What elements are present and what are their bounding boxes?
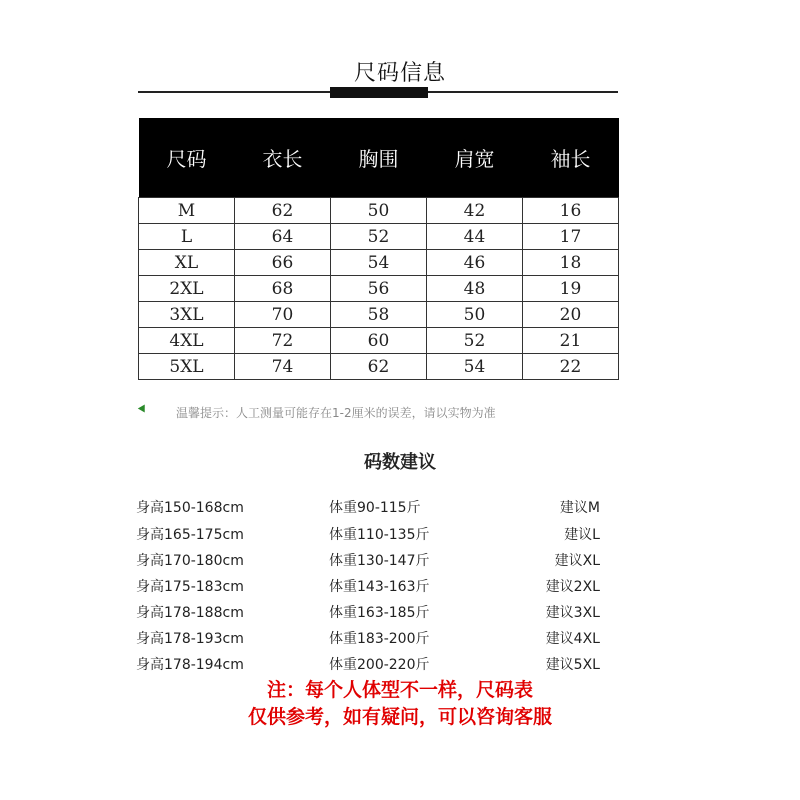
recommend-size: 建议L: [564, 527, 600, 543]
table-cell: 62: [235, 198, 331, 224]
recommend-weight: 体重90-115斤: [329, 500, 421, 516]
table-cell: L: [139, 224, 235, 250]
recommend-row: [0, 628, 800, 652]
recommend-size: 建议3XL: [545, 605, 600, 621]
recommend-weight: 体重163-185斤: [329, 605, 430, 621]
table-cell: 54: [427, 354, 523, 380]
table-cell: 72: [235, 328, 331, 354]
table-cell: 54: [331, 250, 427, 276]
recommend-size: 建议4XL: [545, 631, 600, 647]
table-cell: 50: [331, 198, 427, 224]
table-row: [139, 198, 619, 224]
recommend-row: [0, 576, 800, 600]
header-cell: 尺码: [139, 118, 235, 198]
recommend-height: 身高178-193cm: [136, 631, 244, 647]
header-cell: 袖长: [523, 118, 619, 198]
size-chart-header: [139, 118, 619, 198]
table-cell: 64: [235, 224, 331, 250]
table-row: [139, 250, 619, 276]
table-cell: 2XL: [139, 276, 235, 302]
header-cell: 肩宽: [427, 118, 523, 198]
table-cell: 52: [427, 328, 523, 354]
table-cell: 60: [331, 328, 427, 354]
header-cell: 衣长: [235, 118, 331, 198]
recommend-row: [0, 497, 800, 521]
recommend-row: [0, 524, 800, 548]
recommend-height: 身高178-194cm: [136, 657, 244, 673]
page-title: 尺码信息: [353, 61, 446, 86]
recommend-size: 建议5XL: [545, 657, 600, 673]
recommend-height: 身高150-168cm: [136, 500, 244, 516]
table-cell: 62: [331, 354, 427, 380]
table-row: [139, 302, 619, 328]
recommend-weight: 体重183-200斤: [329, 631, 430, 647]
table-cell: 42: [427, 198, 523, 224]
title-divider-tab: [330, 87, 428, 98]
table-cell: 19: [523, 276, 619, 302]
recommend-weight: 体重130-147斤: [329, 553, 430, 569]
table-cell: 20: [523, 302, 619, 328]
recommend-weight: 体重143-163斤: [329, 579, 430, 595]
table-row: [139, 276, 619, 302]
table-cell: 56: [331, 276, 427, 302]
table-row: [139, 224, 619, 250]
recommend-weight: 体重110-135斤: [329, 527, 430, 543]
table-cell: 68: [235, 276, 331, 302]
table-cell: 46: [427, 250, 523, 276]
size-chart-table: [138, 118, 619, 380]
table-cell: 58: [331, 302, 427, 328]
recommend-row: [0, 550, 800, 574]
disclaimer-line-2: 仅供参考，如有疑问，可以咨询客服: [247, 706, 552, 728]
recommend-weight: 体重200-220斤: [329, 657, 430, 673]
recommend-size: 建议2XL: [545, 579, 600, 595]
table-cell: 21: [523, 328, 619, 354]
recommend-height: 身高170-180cm: [136, 553, 244, 569]
header-cell: 胸围: [331, 118, 427, 198]
recommend-height: 身高175-183cm: [136, 579, 244, 595]
table-cell: 48: [427, 276, 523, 302]
tick-mark-icon: [138, 402, 148, 412]
table-cell: 3XL: [139, 302, 235, 328]
table-cell: XL: [139, 250, 235, 276]
recommend-row: [0, 602, 800, 626]
table-row: [139, 354, 619, 380]
recommend-height: 身高165-175cm: [136, 527, 244, 543]
table-row: [139, 328, 619, 354]
recommend-title: 码数建议: [364, 452, 436, 473]
table-cell: 18: [523, 250, 619, 276]
table-cell: 70: [235, 302, 331, 328]
table-cell: 74: [235, 354, 331, 380]
table-cell: 5XL: [139, 354, 235, 380]
table-cell: 50: [427, 302, 523, 328]
recommend-row: [0, 654, 800, 678]
table-cell: 52: [331, 224, 427, 250]
table-cell: 4XL: [139, 328, 235, 354]
measurement-tip: 温馨提示：人工测量可能存在1-2厘米的误差，请以实物为准: [176, 406, 496, 420]
disclaimer-line-1: 注：每个人体型不一样，尺码表: [266, 679, 533, 701]
table-cell: 66: [235, 250, 331, 276]
table-cell: M: [139, 198, 235, 224]
recommend-size: 建议M: [559, 500, 600, 516]
recommend-size: 建议XL: [554, 553, 600, 569]
recommend-height: 身高178-188cm: [136, 605, 244, 621]
table-cell: 44: [427, 224, 523, 250]
table-cell: 17: [523, 224, 619, 250]
table-cell: 22: [523, 354, 619, 380]
table-cell: 16: [523, 198, 619, 224]
